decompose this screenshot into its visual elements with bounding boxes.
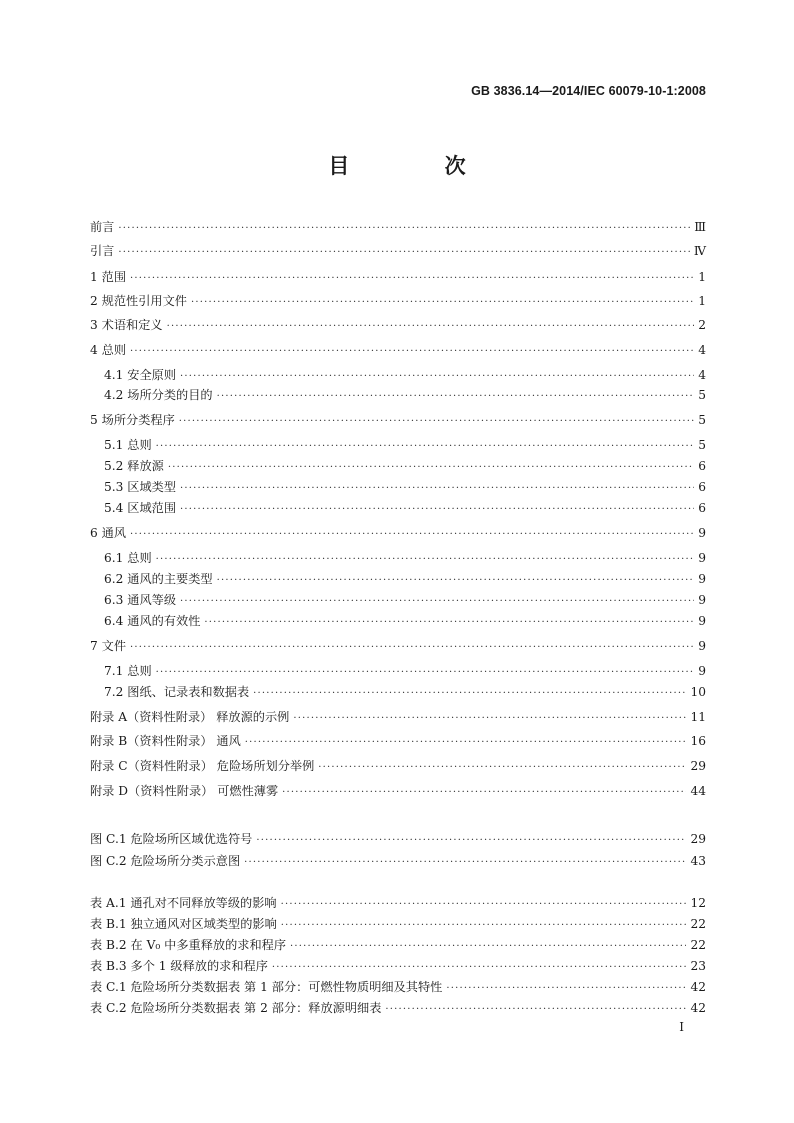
toc-entry-page-number: 10 bbox=[690, 685, 706, 699]
toc-entry-label: 引言 bbox=[90, 244, 115, 258]
toc-entry-label: 7 文件 bbox=[90, 639, 127, 653]
toc-entry-label: 表 B.1 独立通风对区域类型的影响 bbox=[90, 917, 277, 931]
toc-entry[interactable] bbox=[90, 241, 706, 261]
toc-entry-page-number: 5 bbox=[698, 438, 706, 452]
toc-entry[interactable] bbox=[90, 731, 706, 751]
toc-entry-label: 7.1 总则 bbox=[104, 664, 152, 678]
dot-leader bbox=[130, 342, 694, 362]
toc-entry-page-number: 9 bbox=[698, 526, 706, 540]
dot-leader bbox=[168, 458, 694, 478]
toc-entry-page-number: Ⅲ bbox=[694, 220, 706, 234]
toc-entry-page-number: 4 bbox=[698, 343, 706, 357]
dot-leader bbox=[318, 758, 686, 778]
toc-entry-label: 附录 A（资料性附录） 释放源的示例 bbox=[90, 710, 290, 724]
toc-entry-page-number: 42 bbox=[690, 1001, 706, 1015]
dot-leader bbox=[245, 733, 687, 753]
toc-entry[interactable] bbox=[90, 548, 706, 568]
toc-entry[interactable] bbox=[90, 569, 706, 589]
toc-entry-page-number: 6 bbox=[698, 459, 706, 473]
toc-entry[interactable] bbox=[90, 914, 706, 934]
toc-entry-label: 4.2 场所分类的目的 bbox=[104, 388, 213, 402]
toc-entry[interactable] bbox=[90, 267, 706, 287]
dot-leader bbox=[244, 853, 686, 873]
dot-leader bbox=[118, 243, 689, 263]
dot-leader bbox=[290, 937, 686, 957]
toc-entry-page-number: 29 bbox=[690, 759, 706, 773]
dot-leader bbox=[204, 613, 694, 633]
dot-leader bbox=[253, 684, 686, 704]
toc-entry[interactable] bbox=[90, 661, 706, 681]
dot-leader bbox=[217, 387, 695, 407]
toc-entry[interactable] bbox=[90, 893, 706, 913]
toc-entry[interactable] bbox=[90, 636, 706, 656]
page-folio: I bbox=[679, 1020, 684, 1034]
toc-entry-label: 6.2 通风的主要类型 bbox=[104, 572, 213, 586]
toc-entry-page-number: 29 bbox=[690, 832, 706, 846]
toc-entry[interactable] bbox=[90, 998, 706, 1018]
toc-entry-label: 附录 C（资料性附录） 危险场所划分举例 bbox=[90, 759, 315, 773]
toc-entry[interactable] bbox=[90, 851, 706, 871]
toc-entry-page-number: 6 bbox=[698, 501, 706, 515]
toc-entry-page-number: 2 bbox=[698, 318, 706, 332]
toc-entry-label: 6 通风 bbox=[90, 526, 127, 540]
toc-entry-label: 表 B.2 在 V₀ 中多重释放的求和程序 bbox=[90, 938, 287, 952]
dot-leader bbox=[156, 550, 695, 570]
dot-leader bbox=[446, 979, 686, 999]
toc-entry-page-number: 5 bbox=[698, 388, 706, 402]
toc-entry[interactable] bbox=[90, 291, 706, 311]
standard-code: GB 3836.14—2014/IEC 60079-10-1:2008 bbox=[471, 84, 706, 98]
toc-entry[interactable] bbox=[90, 435, 706, 455]
dot-leader bbox=[156, 437, 695, 457]
toc-entry[interactable] bbox=[90, 340, 706, 360]
toc-entry-page-number: 23 bbox=[690, 959, 706, 973]
dot-leader bbox=[385, 1000, 686, 1020]
toc-entry-label: 5.1 总则 bbox=[104, 438, 152, 452]
toc-entry-page-number: 12 bbox=[690, 896, 706, 910]
toc-entry-label: 附录 B（资料性附录） 通风 bbox=[90, 734, 241, 748]
dot-leader bbox=[180, 367, 694, 387]
dot-leader bbox=[293, 709, 686, 729]
toc-entry-page-number: 43 bbox=[690, 854, 706, 868]
dot-leader bbox=[281, 916, 687, 936]
toc-entry-label: 5 场所分类程序 bbox=[90, 413, 175, 427]
toc-entry[interactable] bbox=[90, 523, 706, 543]
dot-leader bbox=[180, 500, 694, 520]
dot-leader bbox=[272, 958, 687, 978]
toc-entry-label: 1 范围 bbox=[90, 270, 127, 284]
toc-entry-page-number: 44 bbox=[690, 784, 706, 798]
dot-leader bbox=[130, 638, 694, 658]
toc-entry-label: 5.3 区域类型 bbox=[104, 480, 177, 494]
toc-entry[interactable] bbox=[90, 590, 706, 610]
page-title: 目 次 bbox=[328, 154, 510, 178]
toc-entry-label: 图 C.2 危险场所分类示意图 bbox=[90, 854, 241, 868]
toc-entry-label: 6.3 通风等级 bbox=[104, 593, 177, 607]
toc-entry-label: 附录 D（资料性附录） 可燃性薄雾 bbox=[90, 784, 279, 798]
toc-entry[interactable] bbox=[90, 977, 706, 997]
toc-entry-page-number: 22 bbox=[690, 938, 706, 952]
toc-entry-label: 2 规范性引用文件 bbox=[90, 294, 187, 308]
dot-leader bbox=[156, 663, 695, 683]
dot-leader bbox=[282, 783, 686, 803]
toc-entry[interactable] bbox=[90, 707, 706, 727]
toc-entry-page-number: 9 bbox=[698, 639, 706, 653]
dot-leader bbox=[118, 219, 690, 239]
dot-leader bbox=[217, 571, 695, 591]
toc-entry-page-number: 9 bbox=[698, 572, 706, 586]
toc-entry[interactable] bbox=[90, 315, 706, 335]
toc-entry-label: 表 C.1 危险场所分类数据表 第 1 部分：可燃性物质明细及其特性 bbox=[90, 980, 443, 994]
toc-entry-label: 表 B.3 多个 1 级释放的求和程序 bbox=[90, 959, 268, 973]
dot-leader bbox=[180, 479, 694, 499]
toc-entry[interactable] bbox=[90, 756, 706, 776]
toc-entry-label: 3 术语和定义 bbox=[90, 318, 163, 332]
toc-entry[interactable] bbox=[90, 217, 706, 237]
toc-entry-page-number: 1 bbox=[698, 294, 706, 308]
toc-entry-label: 4 总则 bbox=[90, 343, 127, 357]
toc-entry-label: 6.1 总则 bbox=[104, 551, 152, 565]
toc-entry[interactable] bbox=[90, 498, 706, 518]
toc-entry-page-number: 6 bbox=[698, 480, 706, 494]
toc-entry-label: 6.4 通风的有效性 bbox=[104, 614, 201, 628]
toc-entry[interactable] bbox=[90, 781, 706, 801]
toc-entry-page-number: 11 bbox=[690, 710, 706, 724]
toc-entry-page-number: 16 bbox=[690, 734, 706, 748]
toc-entry-page-number: 4 bbox=[698, 368, 706, 382]
toc-entry[interactable] bbox=[90, 829, 706, 849]
toc-entry-label: 图 C.1 危险场所区域优选符号 bbox=[90, 832, 253, 846]
dot-leader bbox=[191, 293, 694, 313]
toc-entry-label: 5.2 释放源 bbox=[104, 459, 164, 473]
toc-entry-page-number: 1 bbox=[698, 270, 706, 284]
toc-entry[interactable] bbox=[90, 935, 706, 955]
toc-entry[interactable] bbox=[90, 410, 706, 430]
toc-entry-page-number: 42 bbox=[690, 980, 706, 994]
toc-entry-label: 表 A.1 通孔对不同释放等级的影响 bbox=[90, 896, 277, 910]
toc-entry-page-number: 5 bbox=[698, 413, 706, 427]
toc-entry-label: 表 C.2 危险场所分类数据表 第 2 部分：释放源明细表 bbox=[90, 1001, 382, 1015]
toc-entry-label: 7.2 图纸、记录表和数据表 bbox=[104, 685, 250, 699]
toc-entry[interactable] bbox=[90, 477, 706, 497]
toc-entry[interactable] bbox=[90, 365, 706, 385]
dot-leader bbox=[167, 317, 695, 337]
toc-entry-page-number: Ⅳ bbox=[693, 244, 706, 258]
dot-leader bbox=[281, 895, 687, 915]
dot-leader bbox=[179, 412, 694, 432]
toc-entry-label: 4.1 安全原则 bbox=[104, 368, 177, 382]
toc-entry[interactable] bbox=[90, 956, 706, 976]
dot-leader bbox=[130, 269, 694, 289]
toc-entry[interactable] bbox=[90, 456, 706, 476]
dot-leader bbox=[256, 831, 686, 851]
toc-entry-page-number: 9 bbox=[698, 593, 706, 607]
toc-entry-page-number: 9 bbox=[698, 551, 706, 565]
toc-entry-page-number: 22 bbox=[690, 917, 706, 931]
toc-entry-label: 5.4 区域范围 bbox=[104, 501, 177, 515]
toc-entry-page-number: 9 bbox=[698, 664, 706, 678]
toc-entry[interactable] bbox=[90, 682, 706, 702]
dot-leader bbox=[180, 592, 694, 612]
toc-entry[interactable] bbox=[90, 611, 706, 631]
dot-leader bbox=[130, 525, 694, 545]
toc-entry-page-number: 9 bbox=[698, 614, 706, 628]
toc-entry[interactable] bbox=[90, 385, 706, 405]
toc-entry-label: 前言 bbox=[90, 220, 115, 234]
